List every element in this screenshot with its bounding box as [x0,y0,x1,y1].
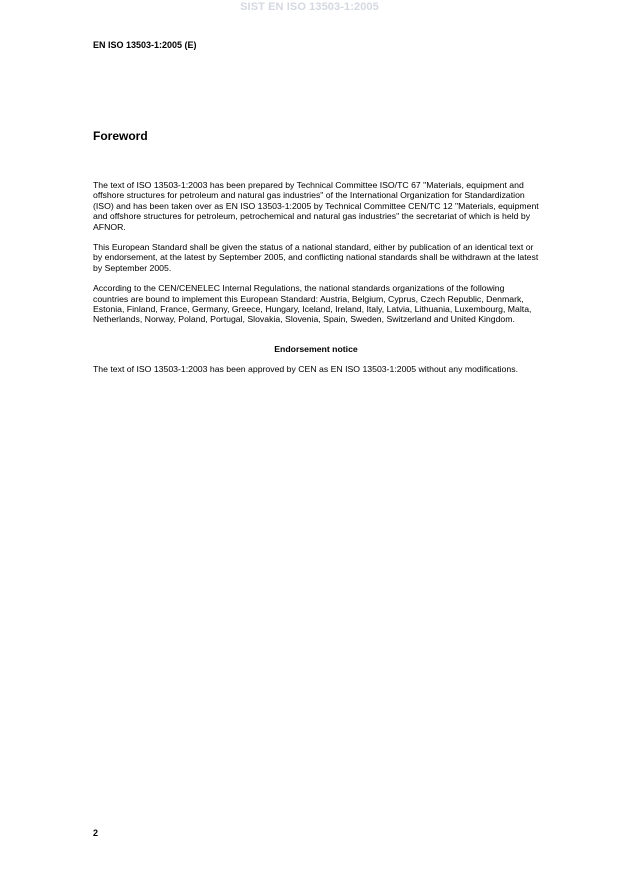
page-number: 2 [93,828,99,838]
foreword-heading: Foreword [93,129,148,143]
watermark-text: SIST EN ISO 13503-1:2005 [240,1,379,13]
endorsement-heading: Endorsement notice [274,343,358,354]
foreword-paragraph-1: The text of ISO 13503-1:2003 has been prepared by Technical Committee ISO/TC 67 "Materials, equipment and offshore structures for petroleum and natural gas industries" of the International Organization for Standardization (ISO) and has been taken over as EN ISO 13503-1:2005 by Technical Committee CEN/TC 12 "Materials, equipment and offshore structures for petroleum, petrochemical and natural gas industries" the secretariat of which is held by AFNOR. [93,180,539,232]
document-id-header: EN ISO 13503-1:2005 (E) [93,40,197,50]
endorsement-paragraph: The text of ISO 13503-1:2003 has been approved by CEN as EN ISO 13503-1:2005 without any modifications. [93,364,518,375]
foreword-body [93,180,539,385]
foreword-paragraph-3: According to the CEN/CENELEC Internal Regulations, the national standards organizations of the following countries are bound to implement this European Standard: Austria, Belgium, Cyprus, Czech Republic, Denmark, Estonia, Finland, France, Germany, Greece, Hungary, Iceland, Ireland, Italy, Latvia, Lithuania, Luxembourg, Malta, Netherlands, Norway, Poland, Portugal, Slovakia, Slovenia, Spain, Sweden, Switzerland and United Kingdom. [93,283,532,325]
foreword-paragraph-2: This European Standard shall be given the status of a national standard, either by publication of an identical text or by endorsement, at the latest by September 2005, and conflicting national standards shall be withdrawn at the latest by September 2005. [93,242,539,273]
